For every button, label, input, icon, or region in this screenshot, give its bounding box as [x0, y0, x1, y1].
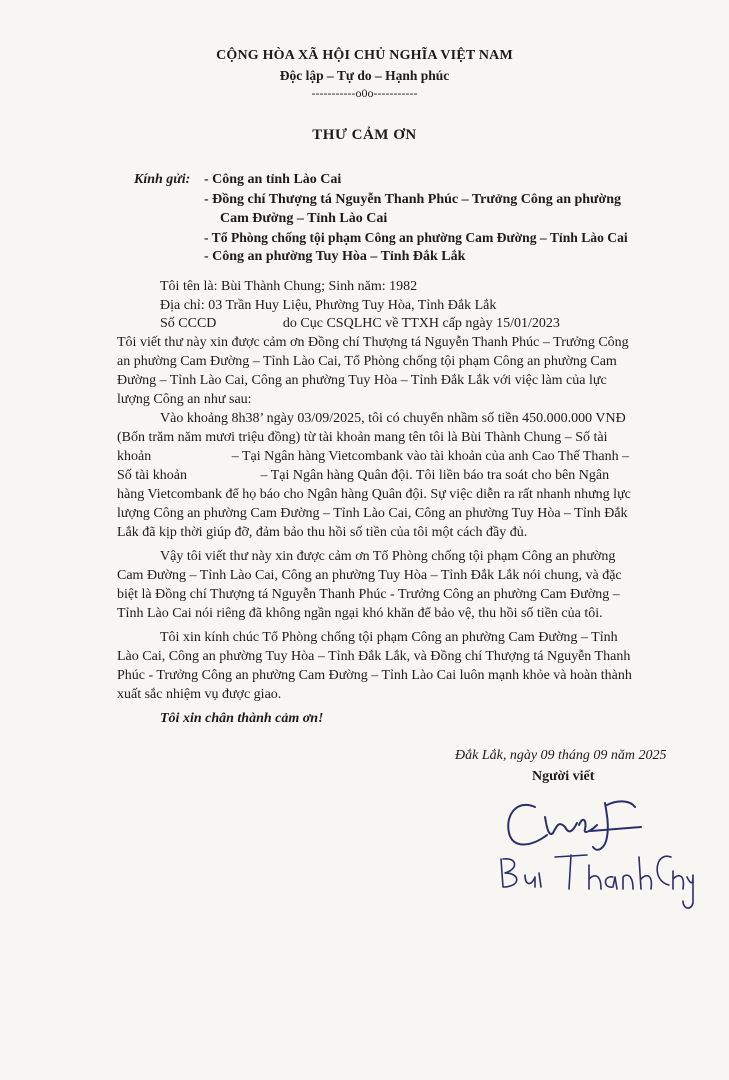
paragraph1-line: lượng Công an như sau: — [117, 392, 252, 407]
paragraph2-line: lượng Công an phường Cam Đường – Tỉnh Lào Cai, Công an phường Tuy Hòa – Tỉnh Đắk — [117, 506, 628, 521]
paragraph1-line: Tôi viết thư này xin được cảm ơn Đồng chí Thượng tá Nguyễn Thanh Phúc – Trưởng Công — [117, 335, 629, 350]
recipient-line: - Tổ Phòng chống tội phạm Công an phường Cam Đường – Tỉnh Lào Cai — [204, 230, 628, 245]
paragraph2-line: khoản – Tại Ngân hàng Vietcombank vào tài khoản của anh Cao Thế Thanh – — [117, 449, 630, 464]
header-divider: -----------o0o----------- — [311, 86, 418, 100]
closing-line: Tôi xin chân thành cảm ơn! — [160, 711, 324, 726]
address-line: Địa chỉ: 03 Trần Huy Liệu, Phường Tuy Hòa, Tỉnh Đắk Lắk — [160, 298, 497, 313]
signer-label: Người viết — [532, 769, 595, 784]
place-date: Đắk Lắk, ngày 09 tháng 09 năm 2025 — [455, 748, 667, 763]
paragraph3-line: Tỉnh Lào Cai nói riêng đã không ngần ngại khó khăn để bảo vệ, thu hồi số tiền của tôi. — [117, 606, 603, 621]
paragraph3-line: Vậy tôi viết thư này xin được cảm ơn Tổ Phòng chống tội phạm Công an phường — [160, 549, 616, 564]
cccd-line: Số CCCD do Cục CSQLHC về TTXH cấp ngày 15/01/2023 — [160, 316, 560, 331]
recipient-line: - Đồng chí Thượng tá Nguyễn Thanh Phúc – Trưởng Công an phường — [204, 192, 621, 207]
paragraph2-line: Số tài khoản – Tại Ngân hàng Quân đội. Tôi liền báo tra soát cho bên Ngân — [117, 468, 610, 483]
paragraph4-line: xuất sắc nhiệm vụ được giao. — [117, 687, 282, 702]
recipient-line: Cam Đường – Tỉnh Lào Cai — [220, 211, 388, 226]
paragraph3-line: biệt là Đồng chí Thượng tá Nguyễn Thanh Phúc - Trưởng Công an phường Cam Đường – — [117, 587, 620, 602]
paragraph3-line: Cam Đường – Tỉnh Lào Cai, Công an phường Tuy Hòa – Tỉnh Đắk Lắk nói chung, và đặc — [117, 568, 622, 583]
national-motto: Độc lập – Tự do – Hạnh phúc — [279, 68, 450, 83]
handwritten-signature — [495, 795, 695, 915]
paragraph2-line: hàng Vietcombank để họ báo cho Ngân hàng Quân đội. Sự việc diễn ra rất nhanh nhưng lực — [117, 487, 631, 502]
paragraph4-line: Lào Cai, Công an phường Tuy Hòa – Tỉnh Đắk Lắk, và Đồng chí Thượng tá Nguyễn Thanh — [117, 649, 631, 664]
recipient-line: - Công an phường Tuy Hòa – Tỉnh Đắk Lắk — [204, 249, 466, 264]
recipient-label: Kính gửi: — [134, 172, 191, 187]
paragraph4-line: Phúc - Trưởng Công an phường Cam Đường – Tỉnh Lào Cai luôn mạnh khỏe và hoàn thành — [117, 668, 632, 683]
name-line: Tôi tên là: Bùi Thành Chung; Sinh năm: 1982 — [160, 279, 418, 294]
paragraph1-line: an phường Cam Đường – Tỉnh Lào Cai, Tổ Phòng chống tội phạm Công an phường Cam — [117, 354, 617, 369]
national-title: CỘNG HÒA XÃ HỘI CHỦ NGHĨA VIỆT NAM — [216, 48, 513, 63]
paragraph4-line: Tôi xin kính chúc Tổ Phòng chống tội phạm Công an phường Cam Đường – Tỉnh — [160, 630, 618, 645]
letter-title: THƯ CẢM ƠN — [312, 127, 417, 143]
paragraph1-line: Đường – Tỉnh Lào Cai, Công an phường Tuy Hòa – Tỉnh Đắk Lắk với việc làm của lực — [117, 373, 607, 388]
paragraph2-line: (Bốn trăm năm mươi triệu đồng) từ tài khoản mang tên tôi là Bùi Thành Chung – Số tài — [117, 430, 608, 445]
paragraph2-line: Lắk đã kịp thời giúp đỡ, đảm bảo thu hồi số tiền của tôi một cách đầy đủ. — [117, 525, 528, 540]
paragraph2-line: Vào khoảng 8h38’ ngày 03/09/2025, tôi có chuyển nhầm số tiền 450.000.000 VNĐ — [160, 411, 626, 426]
recipient-line: - Công an tỉnh Lào Cai — [204, 172, 342, 187]
